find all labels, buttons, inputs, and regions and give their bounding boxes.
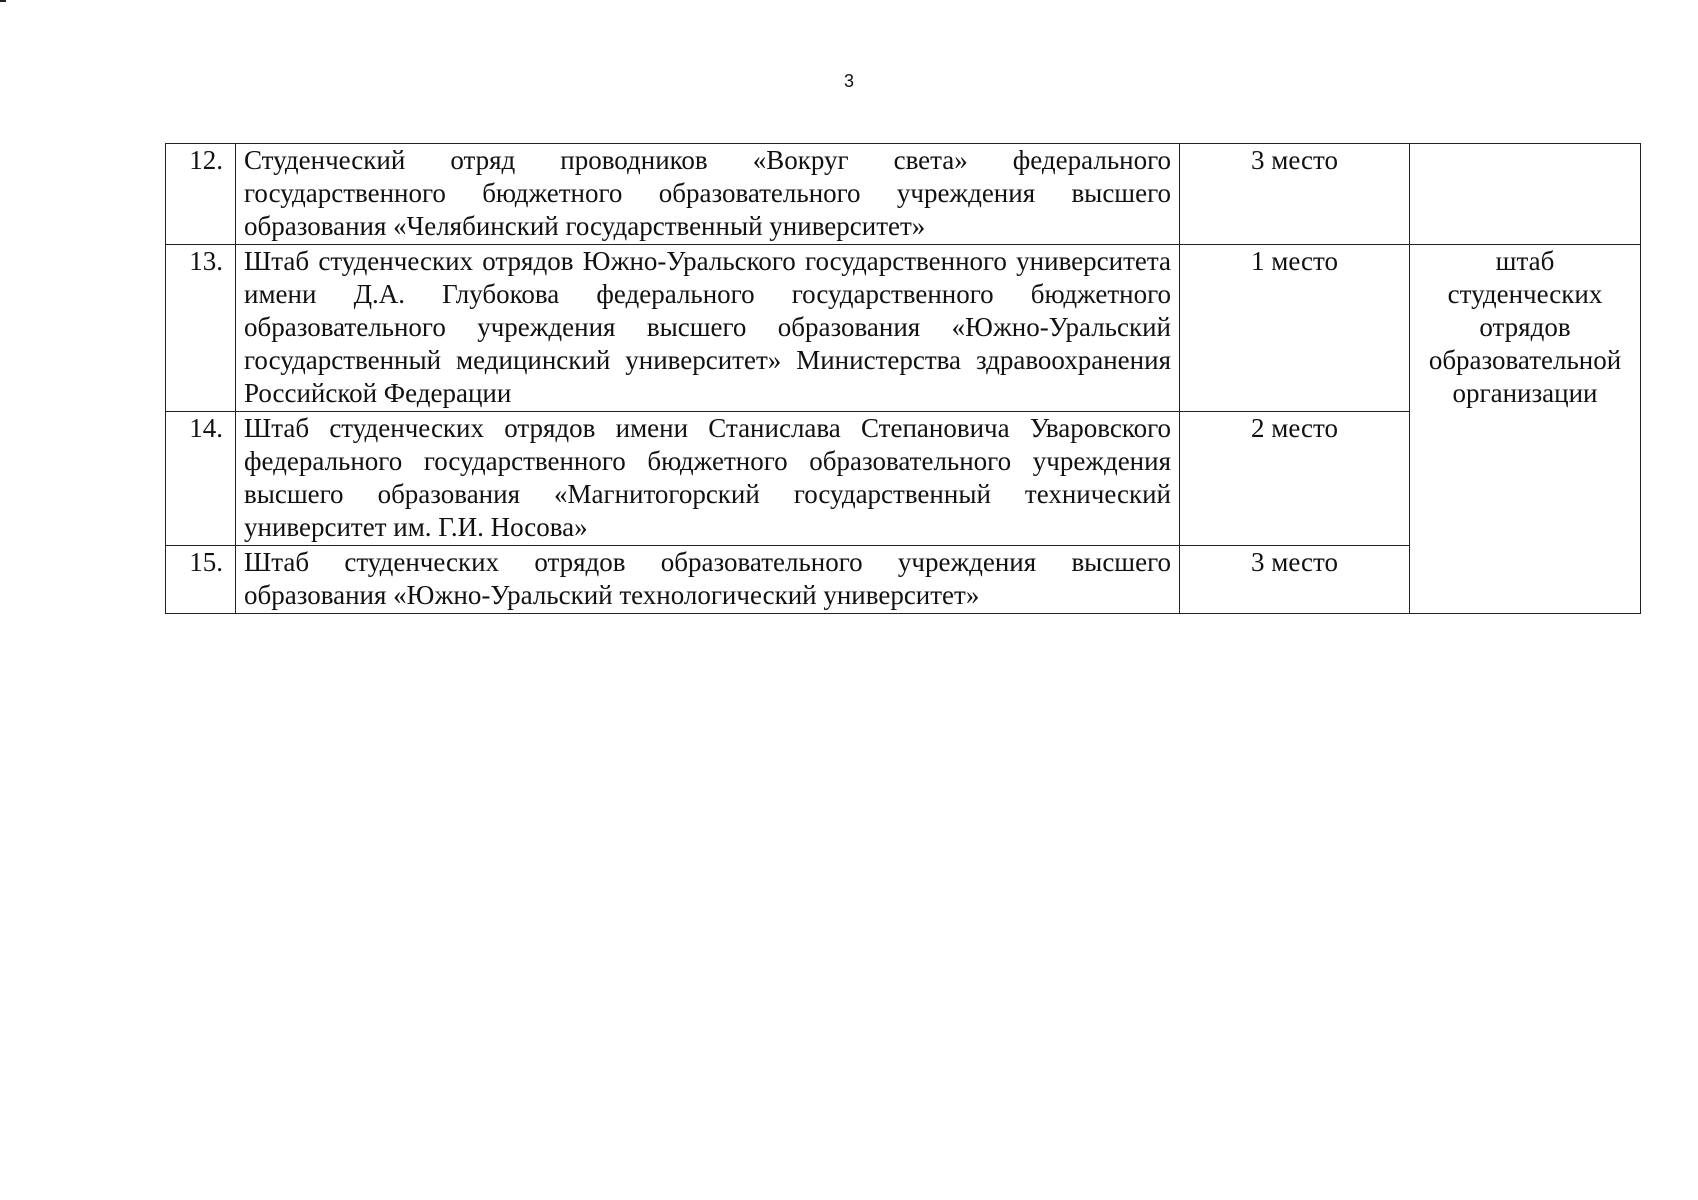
place-value: 1 место [1180, 245, 1410, 412]
results-table [165, 143, 1641, 614]
row-number: 15. [166, 546, 236, 614]
page-number: 3 [843, 71, 854, 91]
table-row [166, 144, 1641, 245]
place-value: 2 место [1180, 412, 1410, 546]
organization-name: Штаб студенческих отрядов имени Станислава Степановича Уваровского федерального государственного бюджетного образовательного учреждения высшего образования «Магнитогорский государственный технический университет им. Г.И. Носова» [236, 412, 1180, 546]
row-number: 13. [166, 245, 236, 412]
organization-name: Штаб студенческих отрядов Южно-Уральского государственного университета имени Д.А. Глубокова федерального государственного бюджетного образовательного учреждения высшего образования «Южно-Уральский государственный медицинский университет» Министерства здравоохранения Российской Федерации [236, 245, 1180, 412]
scan-mark [0, 0, 6, 2]
row-number: 12. [166, 144, 236, 245]
category-cell [1410, 144, 1641, 245]
organization-name: Штаб студенческих отрядов образовательного учреждения высшего образования «Южно-Уральский технологический университет» [236, 546, 1180, 614]
table-row [166, 245, 1641, 412]
category-cell: штаб студенческих отрядов образовательной организации [1410, 245, 1641, 614]
row-number: 14. [166, 412, 236, 546]
place-value: 3 место [1180, 546, 1410, 614]
organization-name: Студенческий отряд проводников «Вокруг света» федерального государственного бюджетного образовательного учреждения высшего образования «Челябинский государственный университет» [236, 144, 1180, 245]
place-value: 3 место [1180, 144, 1410, 245]
